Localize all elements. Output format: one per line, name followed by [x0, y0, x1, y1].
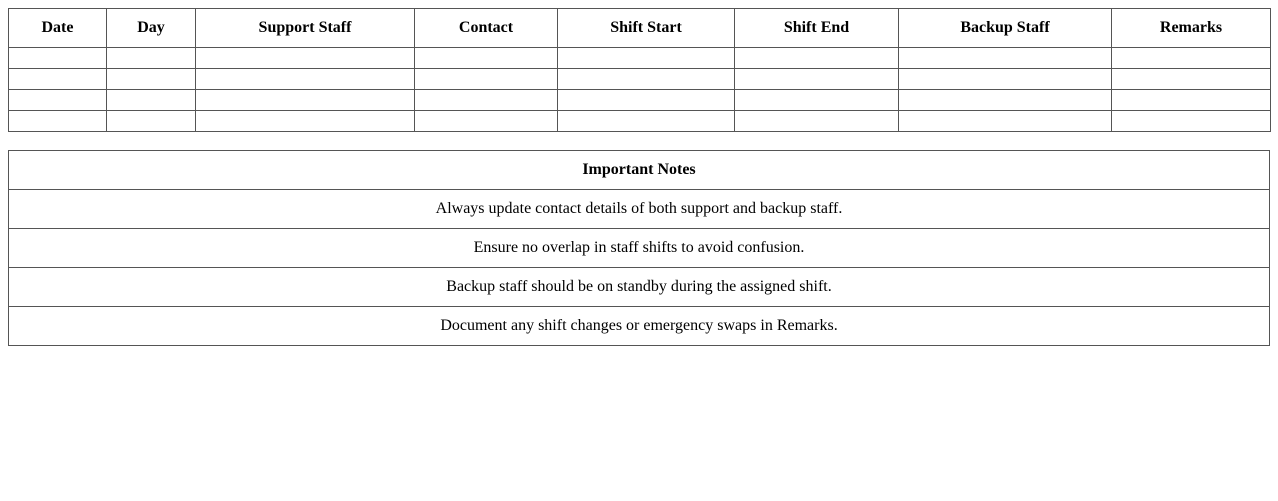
- header-contact: Contact: [415, 9, 558, 48]
- note-item: Document any shift changes or emergency swaps in Remarks.: [9, 307, 1270, 346]
- cell-remarks: [1112, 69, 1271, 90]
- cell-support-staff: [196, 48, 415, 69]
- notes-table: [8, 150, 1270, 346]
- cell-date: [9, 69, 107, 90]
- header-shift-end: Shift End: [735, 9, 899, 48]
- header-remarks: Remarks: [1112, 9, 1271, 48]
- note-row: [9, 307, 1270, 346]
- note-item: Ensure no overlap in staff shifts to avoid confusion.: [9, 229, 1270, 268]
- cell-backup-staff: [899, 111, 1112, 132]
- table-row: [9, 48, 1271, 69]
- cell-date: [9, 90, 107, 111]
- cell-date: [9, 48, 107, 69]
- cell-support-staff: [196, 69, 415, 90]
- header-shift-start: Shift Start: [558, 9, 735, 48]
- schedule-header-row: [9, 9, 1271, 48]
- cell-backup-staff: [899, 48, 1112, 69]
- header-support-staff: Support Staff: [196, 9, 415, 48]
- cell-remarks: [1112, 111, 1271, 132]
- cell-shift-start: [558, 69, 735, 90]
- cell-shift-start: [558, 111, 735, 132]
- cell-backup-staff: [899, 90, 1112, 111]
- cell-shift-end: [735, 69, 899, 90]
- cell-remarks: [1112, 48, 1271, 69]
- cell-support-staff: [196, 111, 415, 132]
- cell-day: [107, 111, 196, 132]
- note-row: [9, 229, 1270, 268]
- note-item: Backup staff should be on standby during the assigned shift.: [9, 268, 1270, 307]
- note-row: [9, 268, 1270, 307]
- cell-shift-end: [735, 111, 899, 132]
- cell-shift-end: [735, 90, 899, 111]
- notes-title: Important Notes: [9, 151, 1270, 190]
- table-row: [9, 111, 1271, 132]
- cell-contact: [415, 111, 558, 132]
- cell-backup-staff: [899, 69, 1112, 90]
- cell-day: [107, 48, 196, 69]
- header-day: Day: [107, 9, 196, 48]
- table-row: [9, 90, 1271, 111]
- note-item: Always update contact details of both support and backup staff.: [9, 190, 1270, 229]
- cell-contact: [415, 90, 558, 111]
- cell-support-staff: [196, 90, 415, 111]
- cell-date: [9, 111, 107, 132]
- notes-header-row: [9, 151, 1270, 190]
- cell-shift-start: [558, 48, 735, 69]
- cell-shift-start: [558, 90, 735, 111]
- header-date: Date: [9, 9, 107, 48]
- cell-shift-end: [735, 48, 899, 69]
- schedule-table: [8, 8, 1271, 132]
- cell-remarks: [1112, 90, 1271, 111]
- cell-contact: [415, 48, 558, 69]
- header-backup-staff: Backup Staff: [899, 9, 1112, 48]
- note-row: [9, 190, 1270, 229]
- cell-contact: [415, 69, 558, 90]
- cell-day: [107, 69, 196, 90]
- table-row: [9, 69, 1271, 90]
- cell-day: [107, 90, 196, 111]
